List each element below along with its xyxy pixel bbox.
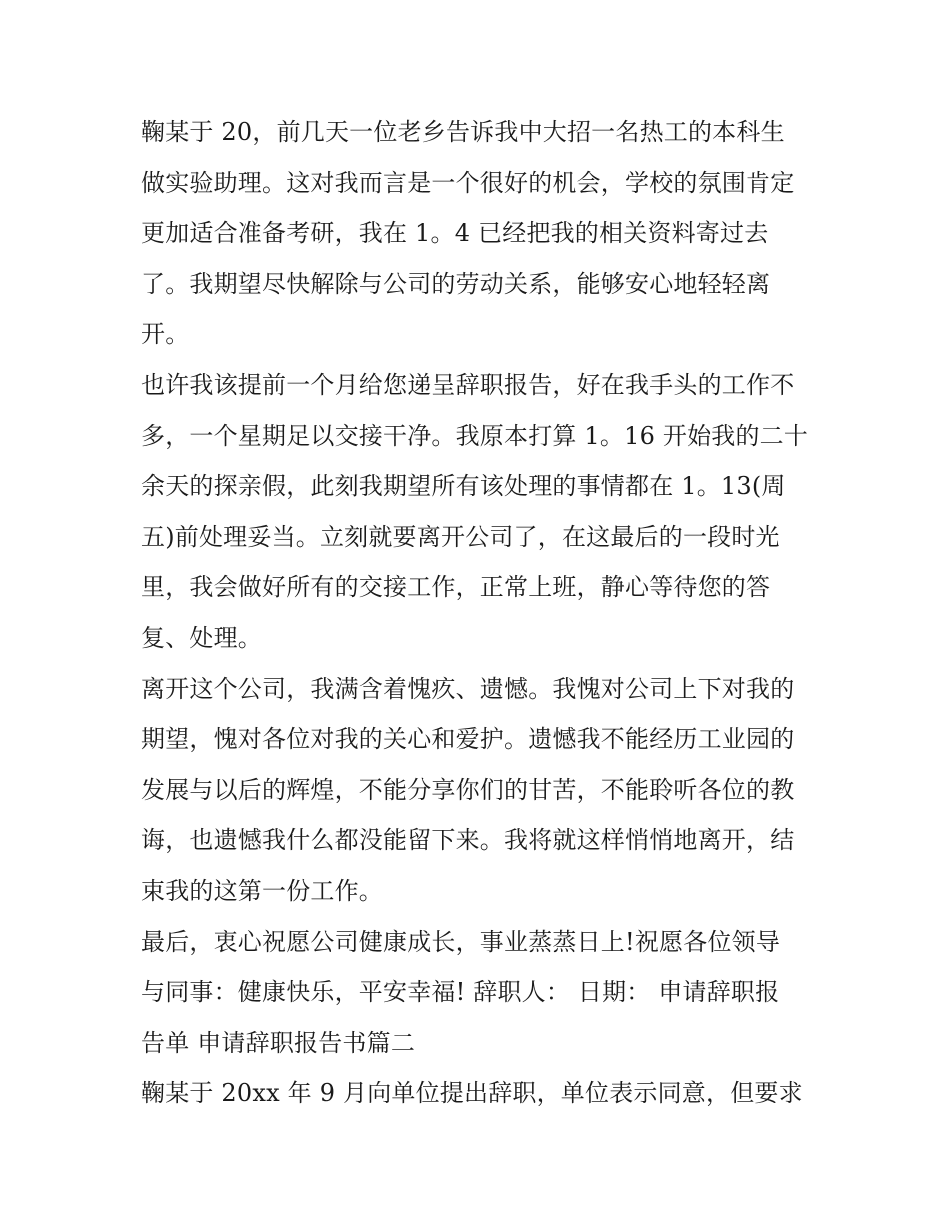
document-body <box>141 107 821 1119</box>
text-line: 多，一个星期足以交接干净。我原本打算 1。16 开始我的二十 <box>141 421 809 450</box>
text-line: 鞠某于 20xx 年 9 月向单位提出辞职，单位表示同意，但要求 <box>141 1079 803 1108</box>
text-line: 离开这个公司，我满含着愧疚、遗憾。我愧对公司上下对我的 <box>141 674 795 703</box>
text-line: 诲，也遗憾我什么都没能留下来。我将就这样悄悄地离开，结 <box>141 826 795 855</box>
text-line: 里，我会做好所有的交接工作，正常上班，静心等待您的答 <box>141 573 771 602</box>
text-line: 发展与以后的辉煌，不能分享你们的甘苦，不能聆听各位的教 <box>141 775 795 804</box>
text-line: 最后，衷心祝愿公司健康成长，事业蒸蒸日上!祝愿各位领导 <box>141 927 781 956</box>
text-line: 鞠某于 20，前几天一位老乡告诉我中大招一名热工的本科生 <box>141 118 785 146</box>
text-line: 做实验助理。这对我而言是一个很好的机会，学校的氛围肯定 <box>141 168 795 197</box>
text-line: 更加适合准备考研，我在 1。4 已经把我的相关资料寄过去 <box>141 219 769 248</box>
text-line: 了。我期望尽快解除与公司的劳动关系，能够安心地轻轻离 <box>141 269 771 298</box>
text-line: 与同事：健康快乐，平安幸福! 辞职人： 日期： 申请辞职报 <box>141 978 780 1007</box>
text-line: 告单 申请辞职报告书篇二 <box>141 1028 416 1057</box>
text-line: 期望，愧对各位对我的关心和爱护。遗憾我不能经历工业园的 <box>141 725 795 754</box>
text-line: 五)前处理妥当。立刻就要离开公司了，在这最后的一段时光 <box>141 522 780 551</box>
text-line: 开。 <box>141 320 190 349</box>
text-line: 也许我该提前一个月给您递呈辞职报告，好在我手头的工作不 <box>141 370 795 399</box>
text-line: 余天的探亲假，此刻我期望所有该处理的事情都在 1。13(周 <box>141 472 786 501</box>
text-line: 束我的这第一份工作。 <box>141 876 383 905</box>
text-line: 复、处理。 <box>141 623 262 652</box>
